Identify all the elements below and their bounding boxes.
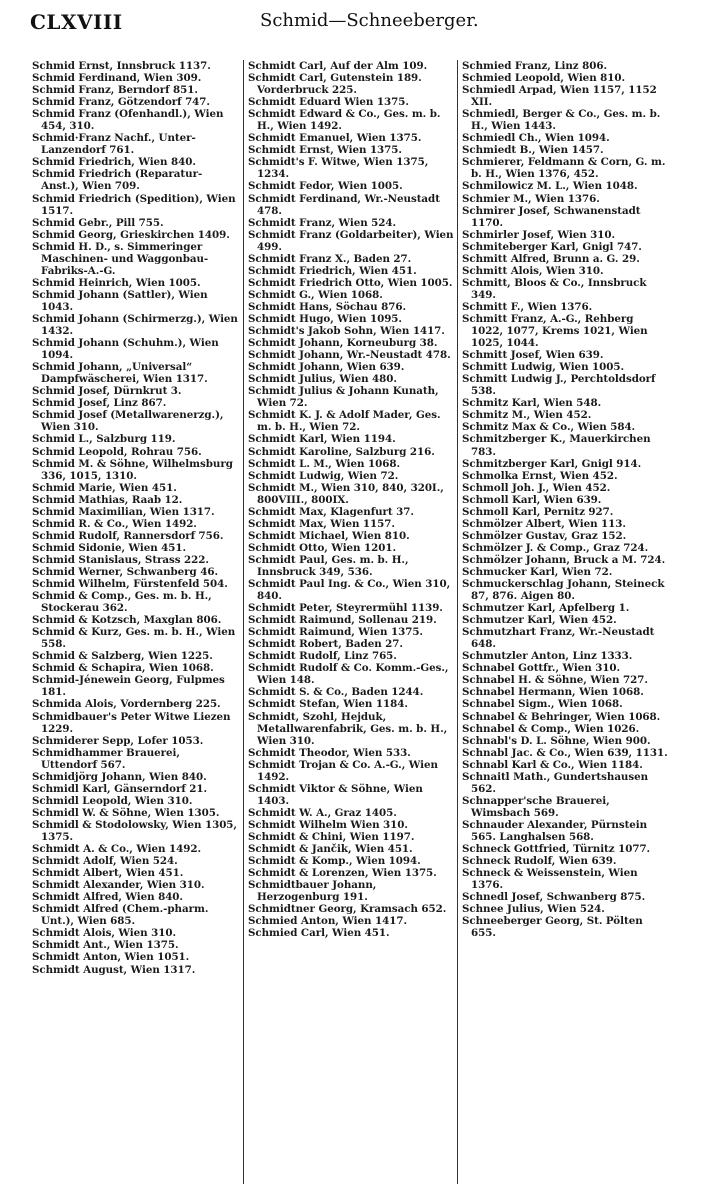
- directory-entry: Schmoll Karl, Pernitz 927.: [462, 505, 614, 518]
- directory-entry: Schmidt Karl, Wien 1194.: [248, 433, 396, 446]
- directory-entry: Schmidt & Chini, Wien 1197.: [248, 831, 415, 843]
- directory-entry: Schmidt & Komp., Wien 1094.: [248, 855, 421, 868]
- directory-entry: Schmid Mathias, Raab 12.: [32, 493, 183, 506]
- directory-entry: Schmuckerschlag Johann, Steineck 87, 876. Aigen 80.: [462, 578, 665, 603]
- directory-entry: Schmidt Emanuel, Wien 1375.: [248, 132, 422, 145]
- directory-entry: Schmidt Franz X., Baden 27.: [248, 252, 412, 265]
- directory-entry: Schmidl & Stodolowsky, Wien 1305, 1375.: [32, 818, 237, 843]
- directory-entry: Schmidt Albert, Wien 451.: [32, 867, 184, 880]
- directory-entry: Schmutzler Anton, Linz 1333.: [462, 650, 633, 663]
- directory-entry: Schmitt, Bloos & Co., Innsbruck 349.: [462, 276, 647, 301]
- directory-entry: Schmidt Eduard Wien 1375.: [248, 96, 409, 109]
- directory-entry: Schmid Johann (Sattler), Wien 1043.: [32, 288, 208, 313]
- directory-entry: Schmidt Ant., Wien 1375.: [32, 939, 179, 952]
- directory-entry: Schmidt Johann, Wien 639.: [248, 361, 405, 374]
- directory-entry: Schmidt Julius, Wien 480.: [248, 373, 397, 386]
- directory-entry: Schmitz Max & Co., Wien 584.: [462, 421, 636, 434]
- directory-entry: Schmidt Adolf, Wien 524.: [32, 855, 178, 868]
- directory-entry: Schmutzhart Franz, Wr.-Neustadt 648.: [462, 626, 655, 651]
- directory-entry: Schmid Heinrich, Wien 1005.: [32, 276, 201, 289]
- directory-entry: Schmölzer Albert, Wien 113.: [462, 517, 626, 530]
- directory-entry: Schnabel Sigm., Wien 1068.: [462, 698, 623, 711]
- directory-entry: Schmid Gebr., Pill 755.: [32, 216, 164, 229]
- directory-entry: Schmiedl Arpad, Wien 1157, 1152 XII.: [462, 84, 657, 109]
- directory-entry: Schmid & Salzberg, Wien 1225.: [32, 650, 213, 663]
- directory-entry: Schmid Wilhelm, Fürstenfeld 504.: [32, 578, 228, 591]
- directory-entry: Schmidl W. & Söhne, Wien 1305.: [32, 806, 220, 819]
- directory-entry: Schmitt Josef, Wien 639.: [462, 349, 604, 362]
- directory-entry: Schmidt's Jakob Sohn, Wien 1417.: [248, 325, 445, 338]
- directory-entry: Schmucker Karl, Wien 72.: [462, 565, 613, 578]
- directory-entry: Schmid Sidonie, Wien 451.: [32, 541, 187, 554]
- directory-entry: Schmidt L. M., Wien 1068.: [248, 457, 401, 470]
- directory-entry: Schmidt Paul, Ges. m. b. H., Innsbruck 349, 536.: [248, 553, 409, 578]
- directory-entry: Schmidt Johann, Wr.-Neustadt 478.: [248, 349, 451, 362]
- directory-entry: Schnabl's D. L. Söhne, Wien 900.: [462, 734, 651, 747]
- directory-entry: Schmid & Kotzsch, Maxglan 806.: [32, 614, 222, 627]
- directory-entry: Schmölzer Johann, Bruck a M. 724.: [462, 553, 666, 566]
- directory-entry: Schmoll Joh. J., Wien 452.: [462, 481, 611, 494]
- directory-entry: Schmutzer Karl, Apfelberg 1.: [462, 602, 630, 615]
- directory-entry: Schmid Ferdinand, Wien 309.: [32, 72, 202, 85]
- directory-entry: Schmidt Fedor, Wien 1005.: [248, 180, 403, 193]
- directory-entry: Schmidt Ferdinand, Wr.-Neustadt 478.: [248, 192, 440, 217]
- directory-entry: Schnapper'sche Brauerei, Wimsbach 569.: [462, 794, 610, 819]
- directory-entry: Schmidt Carl, Auf der Alm 109.: [248, 60, 428, 72]
- directory-entry: Schmidt Johann, Korneuburg 38.: [248, 337, 438, 350]
- page-number: CLXVIII: [30, 10, 123, 34]
- directory-entry: Schmid Maximilian, Wien 1317.: [32, 505, 215, 518]
- directory-entry: Schmiedt B., Wien 1457.: [462, 144, 604, 157]
- directory-entry: Schmidt Hugo, Wien 1095.: [248, 312, 402, 325]
- directory-entry: Schmid M. & Söhne, Wilhelmsburg 336, 1015, 1310.: [32, 457, 233, 482]
- directory-entry: Schmidt Friedrich, Wien 451.: [248, 264, 417, 277]
- directory-entry: Schmidt Stefan, Wien 1184.: [248, 698, 408, 711]
- directory-entry: Schmid Johann (Schirmerzg.), Wien 1432.: [32, 312, 238, 338]
- directory-entry: Schmid & Kurz, Ges. m. b. H., Wien 558.: [32, 626, 236, 651]
- directory-entry: Schmidt Anton, Wien 1051.: [32, 951, 190, 964]
- directory-entry: Schmidt Viktor & Söhne, Wien 1403.: [248, 782, 423, 807]
- directory-entry: Schmid Werner, Schwanberg 46.: [32, 565, 219, 578]
- directory-entry: Schnabl Karl & Co., Wien 1184.: [462, 758, 643, 771]
- directory-entry: Schmidt & Jančik, Wien 451.: [248, 843, 413, 856]
- directory-entry: Schmitzberger Karl, Gnigl 914.: [462, 457, 642, 470]
- directory-entry: Schmidt Rudolf & Co. Komm.-Ges., Wien 148.: [248, 662, 449, 687]
- column-1: [32, 60, 238, 1188]
- column-2: [248, 60, 454, 1188]
- directory-entry: Schmied Leopold, Wien 810.: [462, 72, 626, 85]
- directory-entry: Schmid & Schapira, Wien 1068.: [32, 662, 214, 675]
- directory-entry: Schmidt Franz (Goldarbeiter), Wien 499.: [248, 228, 454, 253]
- directory-entry: Schmid-Jénewein Georg, Fulpmes 181.: [32, 674, 225, 699]
- directory-columns: [32, 60, 682, 1188]
- directory-entry: Schmidt Trojan & Co. A.-G., Wien 1492.: [248, 758, 438, 783]
- directory-entry: Schmid Johann, „Universal“ Dampfwäscherei, Wien 1317.: [32, 361, 208, 386]
- directory-entry: Schmid Friedrich, Wien 840.: [32, 156, 196, 169]
- directory-entry: Schmid H. D., s. Simmeringer Maschinen- und Waggonbau-Fabriks-A.-G.: [32, 240, 209, 277]
- directory-entry: Schmiteberger Karl, Gnigl 747.: [462, 240, 642, 253]
- directory-entry: Schmid Franz, Götzendorf 747.: [32, 96, 210, 109]
- directory-entry: Schmidt Paul Ing. & Co., Wien 310, 840.: [248, 578, 451, 603]
- directory-entry: Schmidtner Georg, Kramsach 652.: [248, 903, 447, 916]
- directory-entry: Schmidt Rudolf, Linz 765.: [248, 650, 397, 663]
- directory-entry: Schnaitl Math., Gundertshausen 562.: [462, 770, 649, 795]
- directory-entry: Schmidt Peter, Steyrermühl 1139.: [248, 602, 443, 615]
- page-header: [30, 6, 686, 36]
- directory-entry: Schmied Franz, Linz 806.: [462, 60, 608, 72]
- directory-entry: Schmidt Hans, Söchau 876.: [248, 300, 407, 313]
- directory-entry: Schmiedl, Berger & Co., Ges. m. b. H., Wien 1443.: [462, 108, 661, 133]
- directory-entry: Schmitt Alfred, Brunn a. G. 29.: [462, 252, 640, 265]
- column-3: [462, 60, 668, 1188]
- directory-entry: Schneck Gottfried, Türnitz 1077.: [462, 843, 651, 856]
- directory-entry: Schmid R. & Co., Wien 1492.: [32, 517, 197, 530]
- directory-entry: Schmiderer Sepp, Lofer 1053.: [32, 734, 204, 747]
- directory-entry: Schmidt Wilhelm Wien 310.: [248, 818, 408, 831]
- directory-entry: Schnabel & Comp., Wien 1026.: [462, 722, 640, 735]
- directory-entry: Schmid Marie, Wien 451.: [32, 481, 177, 494]
- directory-entry: Schmilowicz M. L., Wien 1048.: [462, 180, 638, 193]
- page-title: Schmid—Schneeberger.: [260, 10, 479, 31]
- directory-entry: Schmitzberger K., Mauerkirchen 783.: [462, 433, 651, 458]
- directory-entry: Schneck Rudolf, Wien 639.: [462, 855, 617, 868]
- directory-entry: Schmidt Raimund, Wien 1375.: [248, 626, 423, 639]
- directory-entry: Schmirler Josef, Wien 310.: [462, 228, 616, 241]
- directory-entry: Schmid & Comp., Ges. m. b. H., Stockerau 362.: [32, 590, 212, 615]
- directory-entry: Schmidt Theodor, Wien 533.: [248, 746, 411, 759]
- directory-entry: Schmidt M., Wien 310, 840, 320I., 800VIII., 800IX.: [248, 481, 444, 506]
- directory-entry: Schmölzer J. & Comp., Graz 724.: [462, 541, 649, 554]
- directory-entry: Schmid Leopold, Rohrau 756.: [32, 445, 202, 458]
- directory-entry: Schmid Josef, Linz 867.: [32, 397, 167, 410]
- directory-entry: Schmidt Carl, Gutenstein 189. Vorderbruck 225.: [248, 72, 422, 97]
- directory-entry: Schmidbauer's Peter Witwe Liezen 1229.: [32, 710, 231, 735]
- directory-entry: Schnauder Alexander, Pürnstein 565. Langhalsen 568.: [462, 818, 648, 843]
- directory-entry: Schmied Carl, Wien 451.: [248, 927, 390, 940]
- directory-entry: Schmidt Alfred (Chem.-pharm. Unt.), Wien 685.: [32, 903, 209, 928]
- directory-entry: Schmid Georg, Grieskirchen 1409.: [32, 228, 230, 241]
- directory-entry: Schmiedl Ch., Wien 1094.: [462, 132, 610, 145]
- directory-entry: Schmidt S. & Co., Baden 1244.: [248, 686, 424, 699]
- directory-entry: Schmidt W. A., Graz 1405.: [248, 806, 397, 819]
- directory-entry: Schmirer Josef, Schwanenstadt 1170.: [462, 204, 641, 229]
- column-divider: [457, 60, 458, 1184]
- directory-entry: Schmid Rudolf, Rannersdorf 756.: [32, 529, 224, 542]
- directory-entry: Schmidl Leopold, Wien 310.: [32, 794, 193, 807]
- directory-entry: Schmidt Friedrich Otto, Wien 1005.: [248, 276, 453, 289]
- column-divider: [243, 60, 244, 1184]
- directory-entry: Schmidt A. & Co., Wien 1492.: [32, 843, 201, 856]
- directory-entry: Schmidt Ernst, Wien 1375.: [248, 144, 402, 157]
- directory-entry: Schmidtbauer Johann, Herzogenburg 191.: [248, 879, 377, 904]
- directory-entry: Schmutzer Karl, Wien 452.: [462, 614, 617, 627]
- directory-entry: Schmida Alois, Vordernberg 225.: [32, 698, 221, 711]
- directory-entry: Schmidt Otto, Wien 1201.: [248, 541, 397, 554]
- directory-entry: Schnabel & Behringer, Wien 1068.: [462, 710, 661, 723]
- directory-entry: Schmidt Karoline, Salzburg 216.: [248, 445, 435, 458]
- directory-entry: Schmidt Max, Wien 1157.: [248, 517, 395, 530]
- directory-entry: Schmidt Alfred, Wien 840.: [32, 891, 183, 904]
- directory-entry: Schmitt F., Wien 1376.: [462, 300, 593, 313]
- directory-entry: Schneck & Weissenstein, Wien 1376.: [462, 867, 638, 892]
- directory-entry: Schmied Anton, Wien 1417.: [248, 915, 408, 928]
- directory-entry: Schmitz M., Wien 452.: [462, 409, 592, 422]
- directory-entry: Schmidt Michael, Wien 810.: [248, 529, 410, 542]
- directory-entry: Schmidt K. J. & Adolf Mader, Ges. m. b. H., Wien 72.: [248, 409, 441, 434]
- directory-entry: Schmolka Ernst, Wien 452.: [462, 469, 618, 482]
- directory-entry: Schnabel Hermann, Wien 1068.: [462, 686, 644, 699]
- directory-entry: Schnabl Jac. & Co., Wien 639, 1131.: [462, 746, 668, 759]
- directory-entry: Schmidl Karl, Gänserndorf 21.: [32, 782, 208, 795]
- directory-entry: Schmidt & Lorenzen, Wien 1375.: [248, 867, 437, 880]
- directory-entry: Schmid·Franz Nachf., Unter-Lanzendorf 761.: [32, 132, 196, 157]
- directory-entry: Schnedl Josef, Schwanberg 875.: [462, 891, 646, 904]
- directory-entry: Schmid Friedrich (Spedition), Wien 1517.: [32, 192, 236, 217]
- directory-entry: Schnabel Gottfr., Wien 310.: [462, 662, 621, 675]
- directory-entry: Schmölzer Gustav, Graz 152.: [462, 529, 627, 542]
- directory-entry: Schnee Julius, Wien 524.: [462, 903, 605, 916]
- directory-entry: Schmidt G., Wien 1068.: [248, 288, 383, 301]
- directory-entry: Schmitt Ludwig, Wien 1005.: [462, 361, 625, 374]
- directory-entry: Schmierer, Feldmann & Corn, G. m. b. H., Wien 1376, 452.: [462, 156, 666, 181]
- directory-entry: Schmid Stanislaus, Strass 222.: [32, 553, 209, 566]
- directory-entry: Schmitt Franz, A.-G., Rehberg 1022, 1077, Krems 1021, Wien 1025, 1044.: [462, 312, 648, 350]
- directory-entry: Schmidt Edward & Co., Ges. m. b. H., Wien 1492.: [248, 108, 441, 133]
- directory-entry: Schmidt's F. Witwe, Wien 1375, 1234.: [248, 156, 429, 181]
- directory-entry: Schmid Ernst, Innsbruck 1137.: [32, 60, 211, 72]
- directory-entry: Schmitt Ludwig J., Perchtoldsdorf 538.: [462, 373, 656, 398]
- directory-entry: Schmidt Franz, Wien 524.: [248, 216, 397, 229]
- directory-entry: Schmidt Alexander, Wien 310.: [32, 879, 205, 892]
- directory-entry: Schmid Josef (Metallwarenerzg.), Wien 310.: [32, 409, 224, 434]
- directory-entry: Schmidt Ludwig, Wien 72.: [248, 469, 399, 482]
- directory-entry: Schmitz Karl, Wien 548.: [462, 397, 602, 410]
- directory-entry: Schmidt Max, Klagenfurt 37.: [248, 505, 414, 518]
- directory-entry: Schmidt Robert, Baden 27.: [248, 638, 403, 651]
- directory-entry: Schmid Friedrich (Reparatur-Anst.), Wien 709.: [32, 168, 203, 193]
- directory-entry: Schmidt Julius & Johann Kunath, Wien 72.: [248, 385, 439, 410]
- directory-entry: Schnabel H. & Söhne, Wien 727.: [462, 674, 648, 687]
- directory-entry: Schmidt August, Wien 1317.: [32, 963, 196, 976]
- directory-entry: Schmidjörg Johann, Wien 840.: [32, 770, 207, 783]
- directory-entry: Schmid Johann (Schuhm.), Wien 1094.: [32, 337, 219, 362]
- directory-entry: Schmid Josef, Dürnkrut 3.: [32, 385, 182, 398]
- directory-entry: Schmidt Alois, Wien 310.: [32, 927, 176, 940]
- directory-entry: Schmid L., Salzburg 119.: [32, 433, 176, 446]
- directory-entry: Schmid Franz (Ofenhandl.), Wien 454, 310.: [32, 108, 224, 133]
- directory-entry: Schneeberger Georg, St. Pölten 655.: [462, 915, 643, 940]
- directory-entry: Schmier M., Wien 1376.: [462, 192, 600, 205]
- directory-entry: Schmid Franz, Berndorf 851.: [32, 84, 198, 97]
- directory-entry: Schmidhammer Brauerei, Uttendorf 567.: [32, 746, 180, 771]
- directory-entry: Schmidt Raimund, Sollenau 219.: [248, 614, 437, 627]
- directory-entry: Schmitt Alois, Wien 310.: [462, 264, 604, 277]
- directory-entry: Schmidt, Szohl, Hejduk, Metallwarenfabrik, Ges. m. b. H., Wien 310.: [248, 710, 448, 747]
- directory-entry: Schmoll Karl, Wien 639.: [462, 493, 602, 506]
